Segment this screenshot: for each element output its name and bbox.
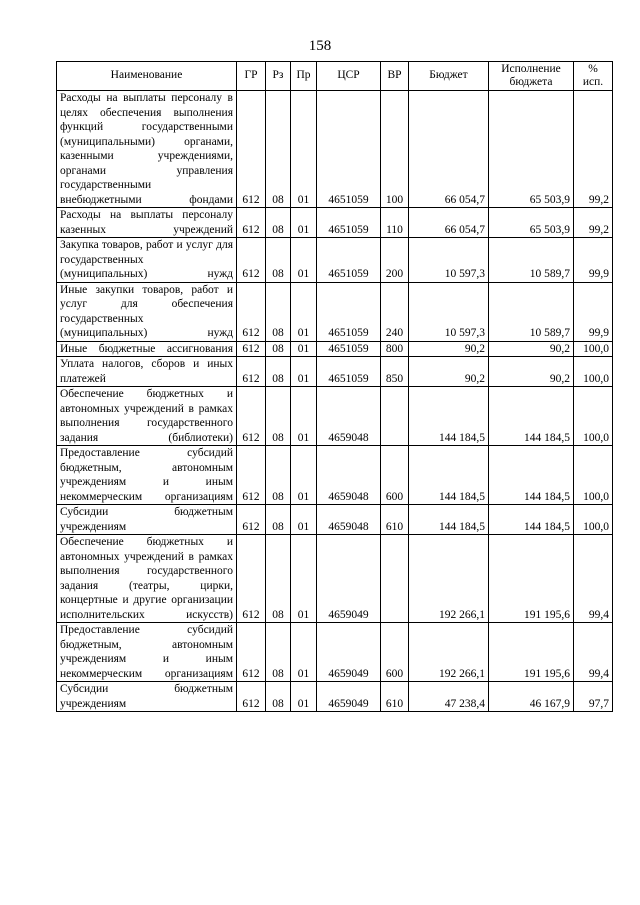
cell-csr: 4659048	[317, 505, 381, 535]
table-row	[57, 341, 613, 357]
cell-rz: 08	[266, 505, 291, 535]
cell-pct: 99,9	[574, 238, 613, 283]
cell-name: Обеспечение бюджетных и автономных учреждений в рамках выполнения государственного задания (библиотеки)	[57, 387, 237, 446]
cell-name: Закупка товаров, работ и услуг для государственных (муниципальных) нужд	[57, 238, 237, 283]
cell-execution: 46 167,9	[489, 682, 574, 712]
cell-name: Субсидии бюджетным учреждениям	[57, 682, 237, 712]
cell-name: Иные бюджетные ассигнования	[57, 341, 237, 357]
table-row	[57, 387, 613, 446]
cell-gr: 612	[237, 535, 266, 623]
cell-budget: 144 184,5	[409, 446, 489, 505]
table-row	[57, 238, 613, 283]
cell-csr: 4659048	[317, 387, 381, 446]
cell-gr: 612	[237, 238, 266, 283]
cell-rz: 08	[266, 208, 291, 238]
cell-vr: 100	[381, 91, 409, 208]
cell-name: Иные закупки товаров, работ и услуг для обеспечения государственных (муниципальных) нужд	[57, 282, 237, 341]
cell-csr: 4659048	[317, 446, 381, 505]
cell-csr: 4659049	[317, 682, 381, 712]
cell-csr: 4659049	[317, 623, 381, 682]
cell-vr	[381, 535, 409, 623]
cell-pr: 01	[291, 535, 317, 623]
cell-budget: 10 597,3	[409, 282, 489, 341]
cell-pct: 100,0	[574, 387, 613, 446]
cell-budget: 192 266,1	[409, 623, 489, 682]
cell-rz: 08	[266, 91, 291, 208]
cell-execution: 144 184,5	[489, 505, 574, 535]
cell-budget: 144 184,5	[409, 387, 489, 446]
cell-pct: 99,4	[574, 623, 613, 682]
table-row	[57, 535, 613, 623]
cell-csr: 4651059	[317, 238, 381, 283]
cell-vr: 610	[381, 505, 409, 535]
cell-execution: 65 503,9	[489, 208, 574, 238]
cell-pct: 100,0	[574, 341, 613, 357]
cell-execution: 10 589,7	[489, 282, 574, 341]
cell-csr: 4651059	[317, 91, 381, 208]
header-pr: Пр	[291, 62, 317, 91]
header-budget: Бюджет	[409, 62, 489, 91]
table-row	[57, 623, 613, 682]
cell-execution: 90,2	[489, 341, 574, 357]
header-rz: Рз	[266, 62, 291, 91]
cell-gr: 612	[237, 208, 266, 238]
table-row	[57, 446, 613, 505]
cell-csr: 4651059	[317, 357, 381, 387]
cell-csr: 4651059	[317, 341, 381, 357]
cell-execution: 191 195,6	[489, 535, 574, 623]
table-row	[57, 505, 613, 535]
cell-gr: 612	[237, 357, 266, 387]
cell-budget: 10 597,3	[409, 238, 489, 283]
cell-pr: 01	[291, 282, 317, 341]
table-row	[57, 91, 613, 208]
cell-vr: 600	[381, 623, 409, 682]
cell-execution: 144 184,5	[489, 387, 574, 446]
cell-name: Предоставление субсидий бюджетным, автономным учреждениям и иным некоммерческим организациям	[57, 446, 237, 505]
header-pct: % исп.	[574, 62, 613, 91]
cell-budget: 66 054,7	[409, 208, 489, 238]
cell-gr: 612	[237, 446, 266, 505]
cell-execution: 65 503,9	[489, 91, 574, 208]
cell-gr: 612	[237, 623, 266, 682]
cell-csr: 4651059	[317, 208, 381, 238]
cell-rz: 08	[266, 387, 291, 446]
cell-vr: 240	[381, 282, 409, 341]
cell-budget: 144 184,5	[409, 505, 489, 535]
cell-gr: 612	[237, 505, 266, 535]
cell-vr	[381, 387, 409, 446]
cell-pct: 100,0	[574, 446, 613, 505]
cell-execution: 144 184,5	[489, 446, 574, 505]
cell-budget: 192 266,1	[409, 535, 489, 623]
page-number: 158	[308, 38, 332, 54]
cell-budget: 66 054,7	[409, 91, 489, 208]
cell-vr: 800	[381, 341, 409, 357]
cell-rz: 08	[266, 341, 291, 357]
cell-name: Предоставление субсидий бюджетным, автономным учреждениям и иным некоммерческим организациям	[57, 623, 237, 682]
cell-rz: 08	[266, 682, 291, 712]
cell-pr: 01	[291, 387, 317, 446]
table-row	[57, 282, 613, 341]
cell-vr: 610	[381, 682, 409, 712]
cell-rz: 08	[266, 282, 291, 341]
cell-rz: 08	[266, 535, 291, 623]
cell-pr: 01	[291, 208, 317, 238]
cell-rz: 08	[266, 446, 291, 505]
cell-name: Расходы на выплаты персоналу в целях обеспечения выполнения функций государственными (муниципальными) органами, казенными учреждениями, органами управления государственными внебюджетными фондами	[57, 91, 237, 208]
cell-name: Обеспечение бюджетных и автономных учреждений в рамках выполнения государственного задания (театры, цирки, концертные и другие организации исполнительских искусств)	[57, 535, 237, 623]
cell-gr: 612	[237, 282, 266, 341]
cell-budget: 90,2	[409, 341, 489, 357]
cell-vr: 200	[381, 238, 409, 283]
cell-rz: 08	[266, 623, 291, 682]
cell-gr: 612	[237, 682, 266, 712]
cell-vr: 850	[381, 357, 409, 387]
cell-vr: 600	[381, 446, 409, 505]
header-name: Наименование	[57, 62, 237, 91]
header-execution: Исполнение бюджета	[489, 62, 574, 91]
header-csr: ЦСР	[317, 62, 381, 91]
budget-table	[56, 61, 613, 712]
cell-pct: 99,9	[574, 282, 613, 341]
cell-pct: 99,2	[574, 208, 613, 238]
cell-execution: 90,2	[489, 357, 574, 387]
cell-rz: 08	[266, 357, 291, 387]
cell-vr: 110	[381, 208, 409, 238]
cell-rz: 08	[266, 238, 291, 283]
cell-pct: 100,0	[574, 505, 613, 535]
cell-pr: 01	[291, 91, 317, 208]
cell-execution: 10 589,7	[489, 238, 574, 283]
cell-csr: 4651059	[317, 282, 381, 341]
cell-name: Расходы на выплаты персоналу казенных учреждений	[57, 208, 237, 238]
cell-budget: 90,2	[409, 357, 489, 387]
cell-budget: 47 238,4	[409, 682, 489, 712]
header-vr: ВР	[381, 62, 409, 91]
cell-pr: 01	[291, 357, 317, 387]
cell-execution: 191 195,6	[489, 623, 574, 682]
cell-gr: 612	[237, 387, 266, 446]
cell-pr: 01	[291, 341, 317, 357]
cell-gr: 612	[237, 91, 266, 208]
table-row	[57, 357, 613, 387]
cell-csr: 4659049	[317, 535, 381, 623]
cell-gr: 612	[237, 341, 266, 357]
header-gr: ГР	[237, 62, 266, 91]
cell-pr: 01	[291, 623, 317, 682]
cell-pr: 01	[291, 446, 317, 505]
cell-pr: 01	[291, 505, 317, 535]
cell-pct: 99,2	[574, 91, 613, 208]
cell-pct: 97,7	[574, 682, 613, 712]
cell-pr: 01	[291, 238, 317, 283]
table-header-row	[57, 62, 613, 91]
cell-pr: 01	[291, 682, 317, 712]
cell-pct: 100,0	[574, 357, 613, 387]
cell-name: Субсидии бюджетным учреждениям	[57, 505, 237, 535]
cell-pct: 99,4	[574, 535, 613, 623]
cell-name: Уплата налогов, сборов и иных платежей	[57, 357, 237, 387]
table-row	[57, 682, 613, 712]
table-row	[57, 208, 613, 238]
